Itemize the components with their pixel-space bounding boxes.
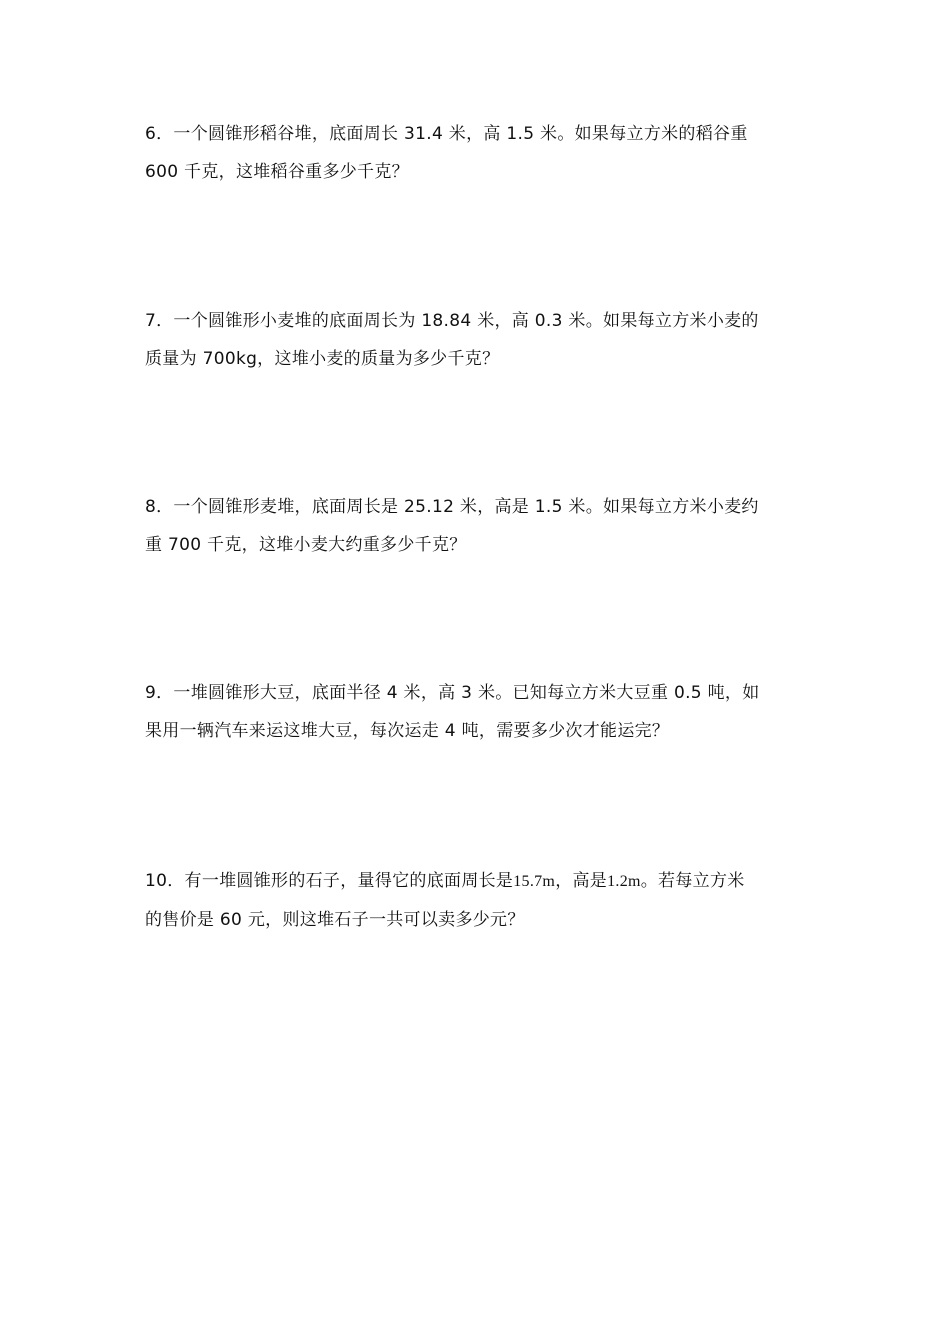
problem-9-line-2: 果用一辆汽车来运这堆大豆，每次运走 4 吨，需要多少次才能运完？ [145,721,670,741]
problem-8 [145,488,810,564]
problem-10-line-1 [145,862,810,901]
problem-9-line-1: 9．一堆圆锥形大豆，底面半径 4 米，高 3 米。已知每立方米大豆重 0.5 吨，如 [145,683,760,703]
problem-7-line-1: 7．一个圆锥形小麦堆的底面周长为 18.84 米，高 0.3 米。如果每立方米小麦的 [145,311,759,331]
problem-6-line-2: 600 千克，这堆稻谷重多少千克？ [145,162,409,182]
problem-6-line-1: 6．一个圆锥形稻谷堆，底面周长 31.4 米，高 1.5 米。如果每立方米的稻谷重 [145,124,748,144]
problem-9 [145,674,810,750]
problem-8-line-2: 重 700 千克，这堆小麦大约重多少千克？ [145,535,467,555]
problem-10-height: 1.2m [607,873,641,890]
problem-10 [145,862,810,939]
problem-10-line-2: 的售价是 60 元，则这堆石子一共可以卖多少元？ [145,910,525,930]
problem-8-line-1: 8．一个圆锥形麦堆，底面周长是 25.12 米，高是 1.5 米。如果每立方米小麦约 [145,497,759,517]
problem-7-line-2: 质量为 700kg，这堆小麦的质量为多少千克？ [145,349,500,369]
problem-10-circumference: 15.7m [513,873,556,890]
problem-7 [145,302,810,378]
problem-10-text-a: 10．有一堆圆锥形的石子，量得它的底面周长是 [145,871,514,891]
problem-10-text-c: ，高是 [555,871,608,891]
problem-6 [145,115,810,191]
problem-10-text-e: 。若每立方米 [640,871,745,891]
